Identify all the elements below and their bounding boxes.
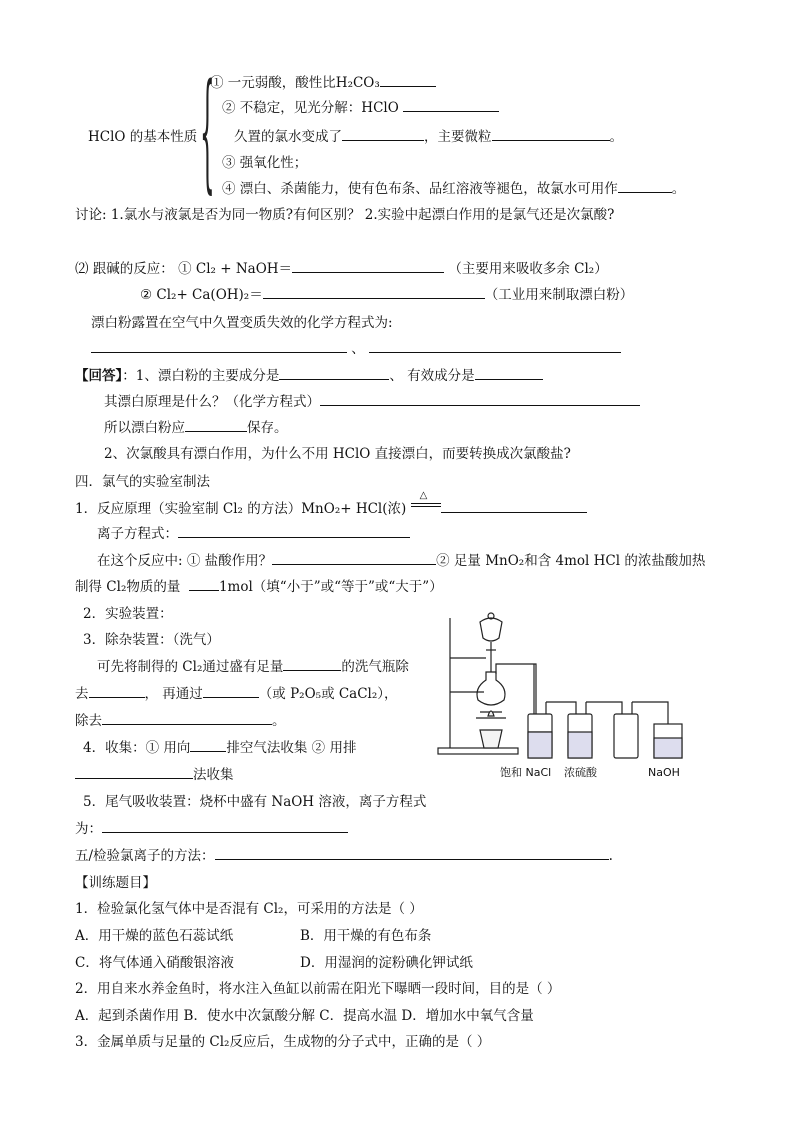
question-3: 3．金属单质与足量的 Cl₂反应后，生成物的分子式中，正确的是（ ） [75, 1034, 491, 1050]
tail-gas-line-1: 5．尾气吸收装置：烧杯中盛有 NaOH 溶液，离子方程式 [83, 794, 427, 810]
reaction-principle: 1．反应原理（实验室制 Cl₂ 的方法）MnO₂+ HCl(浓) △ [75, 499, 587, 518]
apparatus-heading: 2．实验装置： [83, 606, 173, 622]
purification-line-3: 除去 。 [75, 713, 286, 729]
collection-line-2: 法收集 [75, 766, 234, 784]
answer-3: 所以漂白粉应 保存。 [104, 420, 288, 436]
answer-2: 其漂白原理是什么？（化学方程式） [104, 393, 640, 411]
purification-heading: 3．除杂装置：（洗气） [83, 632, 220, 648]
question-1-option-a: A．用干燥的蓝色石蕊试纸 [75, 928, 234, 944]
heat-symbol: △ [419, 490, 428, 501]
bleach-question: 漂白粉露置在空气中久置变质失效的化学方程式为: [91, 315, 393, 331]
prop-item-5: ④ 漂白、杀菌能力，使有色布条、品红溶液等褪色，故氯水可用作 。 [222, 181, 686, 197]
question-1: 1．检验氯化氢气体中是否混有 Cl₂，可采用的方法是（ ） [75, 901, 423, 917]
prop-item-4: ③ 强氧化性； [222, 155, 308, 171]
prop-item-2: ② 不稳定，见光分解：HClO [222, 99, 499, 117]
chlorine-apparatus-diagram [436, 598, 690, 786]
tail-gas-line-2: 为： [75, 820, 348, 838]
answer-4: 2、次氯酸具有漂白作用，为什么不用 HClO 直接漂白，而要转换成次氯酸盐? [104, 446, 571, 462]
ionic-equation: 离子方程式： [97, 525, 410, 543]
label-conc-sulfuric-acid: 浓硫酸 [564, 766, 597, 779]
base-reaction-2: ② Cl₂+ Ca(OH)₂＝ （工业用来制取漂白粉） [140, 287, 634, 303]
bleach-answer-lines: 、 [91, 340, 621, 358]
question-hcl-role: 在这个反应中: ① 盐酸作用？ ② 足量 MnO₂和含 4mol HCl 的浓盐酸加热 [97, 553, 706, 569]
label-naoh: NaOH [648, 766, 680, 779]
prop-label: HClO 的基本性质 [88, 129, 198, 145]
purification-line-1: 可先将制得的 Cl₂通过盛有足量 的洗气瓶除 [97, 659, 409, 675]
question-1-option-d: D．用湿润的淀粉碘化钾试纸 [300, 955, 473, 971]
collection-line-1: 4．收集：① 用向 排空气法收集 ② 用排 [83, 740, 357, 756]
left-brace: { [200, 57, 215, 206]
prop-item-1: ① 一元弱酸，酸性比H₂CO₃ [210, 74, 436, 92]
base-reaction-1: ⑵ 跟碱的反应： ① Cl₂ + NaOH＝ （主要用来吸收多余 Cl₂） [75, 261, 608, 277]
question-2: 2．用自来水养金鱼时，将水注入鱼缸以前需在阳光下曝晒一段时间，目的是（ ） [75, 981, 561, 997]
label-saturated-nacl: 饱和 NaCl [500, 766, 552, 779]
training-title: 【训练题目】 [75, 875, 156, 891]
purification-line-2: 去 ， 再通过 （或 P₂O₅或 CaCl₂）， [75, 686, 398, 702]
section-4-title: 四．氯气的实验室制法 [75, 474, 210, 490]
discussion: 讨论: 1.氯水与液氯是否为同一物质?有何区别？ 2.实验中起漂白作用的是氯气还是次氯酸? [75, 207, 615, 223]
answer-1: 【回答】：1、漂白粉的主要成分是 、 有效成分是 [75, 367, 543, 385]
question-1-option-c: C．将气体通入硝酸银溶液 [75, 955, 234, 971]
question-1-option-b: B．用干燥的有色布条 [300, 928, 432, 944]
section-5: 五/检验氯离子的方法： . [75, 848, 613, 864]
question-2-options: A．起到杀菌作用 B．使水中次氯酸分解 C．提高水温 D．增加水中氧气含量 [75, 1008, 534, 1024]
prop-item-3: 久置的氯水变成了 ，主要微粒 。 [234, 129, 623, 145]
question-cl2-amount: 制得 Cl₂物质的量 1mol（填“小于”或“等于”或“大于”） [75, 579, 443, 595]
